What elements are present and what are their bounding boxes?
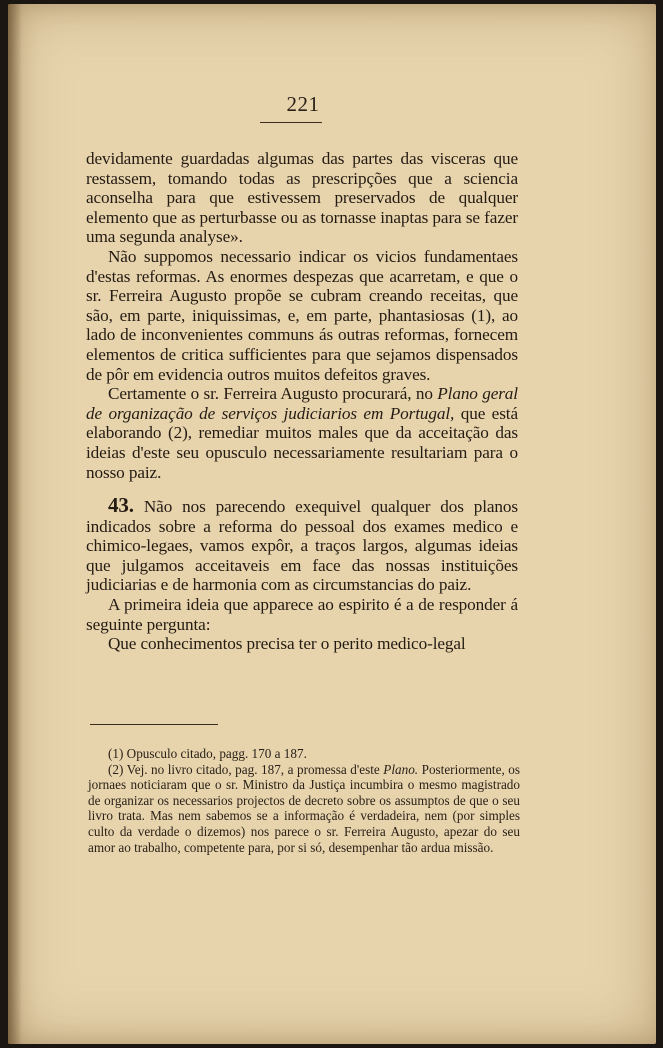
paragraph-3 <box>86 384 518 482</box>
footnote-2-text: (2) Vej. no livro citado, pag. 187, a promessa d'este <box>108 761 384 777</box>
book-page <box>8 4 656 1044</box>
footnotes <box>88 746 520 855</box>
paragraph-5: A primeira ideia que apparece ao espirito é a de responder á seguinte pergunta: <box>86 595 518 634</box>
section-number: 43. <box>108 493 134 518</box>
footnote-rule <box>90 724 218 725</box>
paragraph-1: devidamente guardadas algumas das partes das visceras que restassem, tomando todas as prescripções que a sciencia aconselha para que estivessem preservados de qualquer elemento que as perturbasse ou as tornasse inaptas para se fazer uma segunda analyse». <box>86 149 518 247</box>
footnote-1: (1) Opusculo citado, pagg. 170 a 187. <box>108 746 307 761</box>
paragraph-2: Não suppomos necessario indicar os vicios fundamentaes d'estas reformas. As enormes despezas que acarretam, e que o sr. Ferreira Augusto propõe se cubram creando receitas, que são, em parte, iniquissimas, e, em parte, phantasiosas (1), ao lado de inconvenientes communs ás outras reformas, fornecem elementos de critica sufficientes para que sejamos dispensados de pôr em evidencia outros muitos defeitos graves. <box>86 246 518 384</box>
section-43-text: Não nos parecendo exequivel qualquer dos planos indicados sobre a reforma do pessoal dos exames medico e chimico-legaes, vamos expôr, a traços largos, algumas ideias que julgamos acceitaveis em face das nossas instituições judiciarias e de harmonia com as circumstancias do paiz. <box>86 497 518 595</box>
paragraph-3-text: Certamente o sr. Ferreira Augusto procurará, no <box>108 384 438 404</box>
section-43 <box>86 493 518 595</box>
page-number-rule <box>260 122 322 123</box>
footnote-2 <box>88 762 520 856</box>
footnote-2-text-end: Posteriormente, os jornaes noticiaram que o sr. Ministro da Justiça incumbira o mesmo magistrado de organizar os necessarios projectos de decreto sobre os assumptos de que o seu livro trata. Mas nem sabemos se a informação é verdadeira, nem (por simples culto da verdade o dizemos) nos parece o sr. Ferreira Augusto, apezar do seu amor ao trabalho, competente para, por si só, desempenhar tão ardua missão. <box>88 761 520 855</box>
page-binding-shadow <box>8 4 22 1044</box>
plano-title: Plano geral de organização de serviços judiciarios em Portugal, <box>86 384 518 423</box>
paragraph-6: Que conhecimentos precisa ter o perito medico-legal <box>108 634 466 654</box>
page-number: 221 <box>286 92 320 116</box>
paragraph-3-text-end: que está elaborando (2), remediar muitos males que da acceitação das ideias d'este seu opusculo necessariamente resultariam para o nosso paiz. <box>86 403 519 482</box>
body-text <box>86 149 518 654</box>
footnote-2-plano: Plano. <box>383 761 419 777</box>
